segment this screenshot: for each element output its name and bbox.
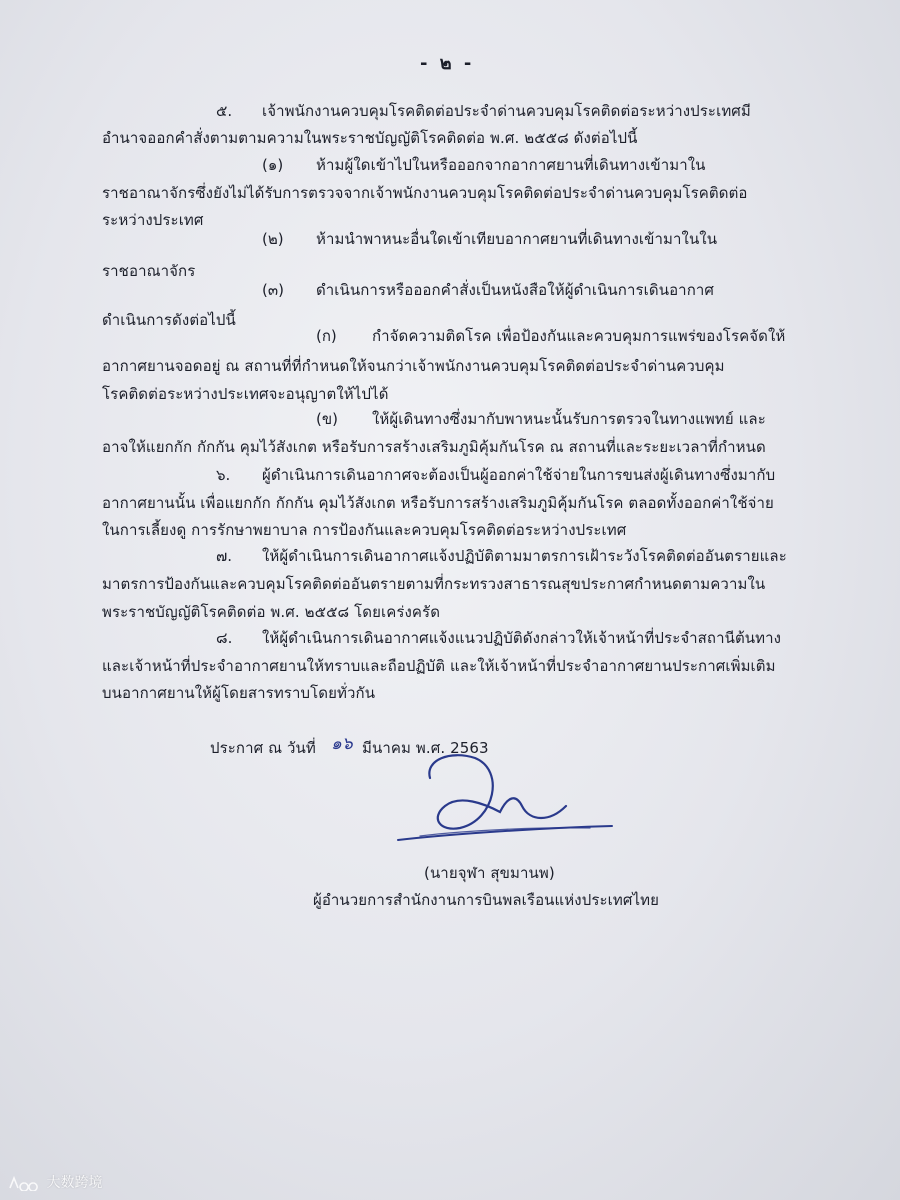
item-8-line-1: ให้ผู้ดำเนินการเดินอากาศแจ้งแนวปฏิบัติดังกล่าวให้เจ้าหน้าที่ประจำสถานีต้นทาง (262, 629, 782, 647)
item-7-line-2: มาตรการป้องกันและควบคุมโรคติดต่ออันตรายตามที่กระทรวงสาธารณสุขประกาศกำหนดตามความใน (102, 575, 766, 593)
item-6-line-3: ในการเลี้ยงดู การรักษาพยาบาล การป้องกันและควบคุมโรคติดต่อระหว่างประเทศ (102, 521, 627, 539)
subitem-2-number: (๒) (262, 230, 284, 248)
item-7-line-3: พระราชบัญญัติโรคติดต่อ พ.ศ. ๒๕๕๘ โดยเคร่งครัด (102, 603, 441, 621)
item-7-line-1: ให้ผู้ดำเนินการเดินอากาศแจ้งปฏิบัติตามมาตรการเฝ้าระวังโรคติดต่ออันตรายและ (262, 547, 787, 565)
subitem-2-line-1: ห้ามนำพาหนะอื่นใดเข้าเทียบอากาศยานที่เดินทางเข้ามาในใน (316, 230, 718, 248)
subitem-2-line-2: ราชอาณาจักร (102, 262, 196, 280)
signatory-name: (นายจุฬา สุขมานพ) (424, 864, 555, 882)
announcement-day: ๑๖ (331, 734, 353, 754)
page-number: - ๒ - (420, 53, 475, 74)
subitem-3-number: (๓) (262, 281, 284, 299)
subitem-b-number: (ข) (316, 410, 338, 428)
subitem-3-line-1: ดำเนินการหรือออกคำสั่งเป็นหนังสือให้ผู้ดำเนินการเดินอากาศ (316, 281, 715, 299)
item-6-line-2: อากาศยานนั้น เพื่อแยกกัก กักกัน คุมไว้สังเกต หรือรับการสร้างเสริมภูมิคุ้มกันโรค ตลอดทั้งออกค่าใช้จ่าย (102, 494, 774, 512)
item-6-line-1: ผู้ดำเนินการเดินอากาศจะต้องเป็นผู้ออกค่าใช้จ่ายในการขนส่งผู้เดินทางซึ่งมากับ (262, 466, 776, 484)
subitem-3-line-2: ดำเนินการดังต่อไปนี้ (102, 311, 236, 329)
subitem-a-line-1: กำจัดความติดโรค เพื่อป้องกันและควบคุมการแพร่ของโรคจัดให้ (372, 327, 786, 345)
item-5-line-1: เจ้าพนักงานควบคุมโรคติดต่อประจำด่านควบคุมโรคติดต่อระหว่างประเทศมี (262, 102, 751, 120)
subitem-1-number: (๑) (262, 156, 284, 174)
item-8-line-3: บนอากาศยานให้ผู้โดยสารทราบโดยทั่วกัน (102, 684, 376, 702)
subitem-a-number: (ก) (316, 327, 337, 345)
watermark (8, 1172, 102, 1192)
item-5-line-2: อำนาจออกคำสั่งตามตามความในพระราชบัญญัติโรคติดต่อ พ.ศ. ๒๕๕๘ ดังต่อไปนี้ (102, 129, 638, 147)
item-8-line-2: และเจ้าหน้าที่ประจำอากาศยานให้ทราบและถือปฏิบัติ และให้เจ้าหน้าที่ประจำอากาศยานประกาศเพิ่มเติม (102, 657, 776, 675)
item-6-number: ๖. (216, 466, 231, 484)
announcement-prefix: ประกาศ ณ วันที่ (210, 739, 316, 757)
item-8-number: ๘. (216, 629, 233, 647)
subitem-a-line-3: โรคติดต่อระหว่างประเทศจะอนุญาตให้ไปได้ (102, 385, 389, 403)
signature-icon (390, 748, 620, 848)
subitem-a-line-2: อากาศยานจอดอยู่ ณ สถานที่ที่กำหนดให้จนกว่าเจ้าพนักงานควบคุมโรคติดต่อประจำด่านควบคุม (102, 357, 725, 375)
announcement-month-year: มีนาคม พ.ศ. 2563 (362, 739, 489, 757)
subitem-1-line-2: ราชอาณาจักรซึ่งยังไม่ได้รับการตรวจจากเจ้าพนักงานควบคุมโรคติดต่อประจำด่านควบคุมโรคติดต่อ (102, 184, 748, 202)
item-5-number: ๕. (216, 102, 233, 120)
signatory-title: ผู้อำนวยการสำนักงานการบินพลเรือนแห่งประเทศไทย (313, 891, 659, 909)
subitem-1-line-3: ระหว่างประเทศ (102, 211, 204, 229)
subitem-b-line-2: อาจให้แยกกัก กักกัน คุมไว้สังเกต หรือรับการสร้างเสริมภูมิคุ้มกันโรค ณ สถานที่และระยะเวลาที่กำหนด (102, 438, 766, 456)
subitem-1-line-1: ห้ามผู้ใดเข้าไปในหรือออกจากอากาศยานที่เดินทางเข้ามาใน (316, 156, 706, 174)
subitem-b-line-1: ให้ผู้เดินทางซึ่งมากับพาหนะนั้นรับการตรวจในทางแพทย์ และ (372, 410, 766, 428)
watermark-text: 大数跨境 (46, 1175, 103, 1191)
watermark-logo-icon (8, 1175, 38, 1191)
item-7-number: ๗. (216, 547, 233, 565)
